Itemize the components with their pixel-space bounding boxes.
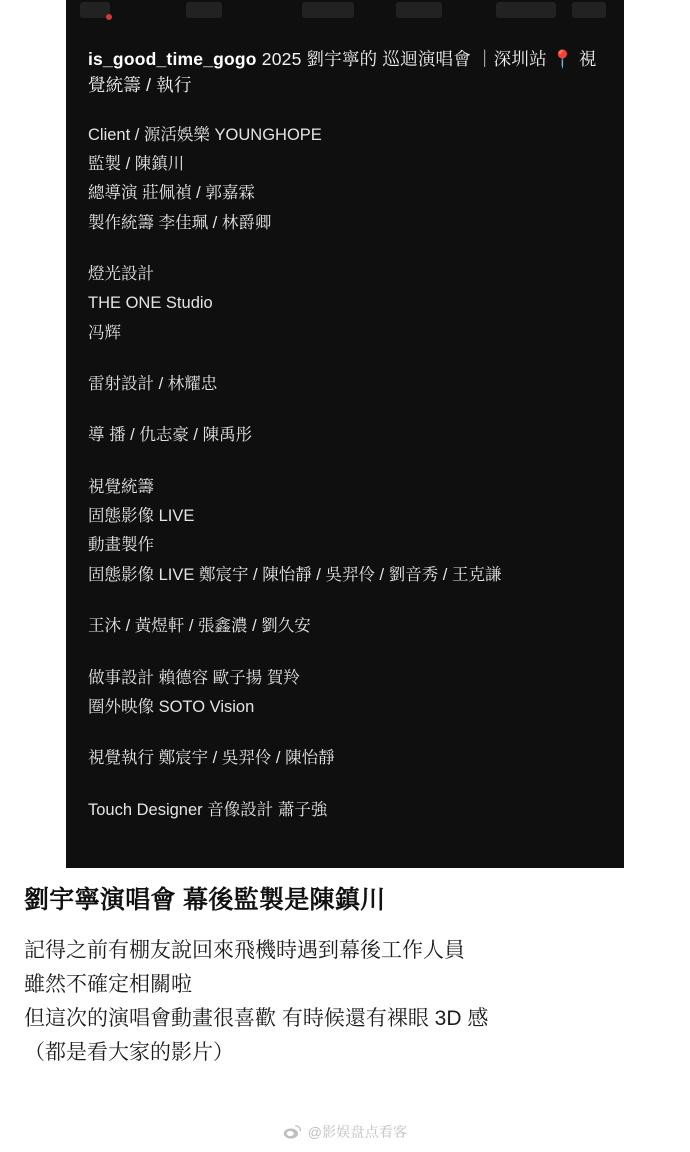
post-body-line: （都是看大家的影片） <box>24 1040 234 1064</box>
pin-icon: 📍 <box>551 49 574 69</box>
credit-block <box>88 664 602 723</box>
credit-line: 固態影像 LIVE 鄭宸宇 / 陳怡靜 / 吳羿伶 / 劉音秀 / 王克謙 <box>88 565 502 584</box>
credit-block <box>88 121 602 238</box>
credit-line: 監製 / 陳鎮川 <box>88 154 185 173</box>
credit-block <box>88 370 602 399</box>
credit-line: 動畫製作 <box>88 536 154 555</box>
screenshot-app-topbar <box>66 0 624 26</box>
post-text-area <box>24 884 668 1070</box>
credit-block <box>88 421 602 450</box>
credit-block <box>88 796 602 825</box>
credit-line: Touch Designer 音像設計 蕭子強 <box>88 800 328 819</box>
credit-line: 冯辉 <box>88 323 121 342</box>
credit-block <box>88 260 602 348</box>
credit-line: Client / 源活娛樂 YOUNGHOPE <box>88 125 322 144</box>
account-username[interactable]: is_good_time_gogo <box>88 49 257 69</box>
page-title: 劉宇寧演唱會 幕後監製是陳鎮川 <box>24 886 386 914</box>
watermark-text: @影娱盘点看客 <box>307 1124 408 1140</box>
post-header-title: 2025 劉宇寧的 巡迴演唱會 ｜深圳站 <box>256 49 552 69</box>
weibo-logo-icon <box>283 1124 302 1140</box>
post-body-line: 雖然不確定相關啦 <box>24 972 192 996</box>
credit-line: THE ONE Studio <box>88 294 213 313</box>
post-header-tail: 視覺統籌 / 執行 <box>88 49 597 96</box>
topbar-placeholder-5 <box>496 2 556 18</box>
credit-line: 導 播 / 仇志豪 / 陳禹彤 <box>88 426 253 445</box>
watermark <box>0 1122 690 1142</box>
credit-block <box>88 612 602 641</box>
credit-line: 視覺統籌 <box>88 477 154 496</box>
post-body-line: 記得之前有棚友說回來飛機時遇到幕後工作人員 <box>24 938 465 962</box>
topbar-placeholder-6 <box>572 2 606 18</box>
credit-line: 製作統籌 李佳珮 / 林爵卿 <box>88 213 272 232</box>
credit-block <box>88 744 602 773</box>
topbar-placeholder-2 <box>186 2 222 18</box>
credit-line: 雷射設計 / 林耀忠 <box>88 375 218 394</box>
credit-line: 總導演 莊佩禎 / 郭嘉霖 <box>88 184 255 203</box>
credit-line: 做事設計 賴德容 歐子揚 賀羚 <box>88 668 300 687</box>
credit-line: 王沐 / 黃煜軒 / 張鑫濃 / 劉久安 <box>88 617 311 636</box>
notification-dot-icon <box>106 14 112 20</box>
credit-line: 圈外映像 SOTO Vision <box>88 697 255 716</box>
credit-line: 視覺執行 鄭宸宇 / 吳羿伶 / 陳怡靜 <box>88 749 335 768</box>
credit-block <box>88 473 602 590</box>
post-header-line <box>88 46 602 99</box>
embedded-screenshot-card <box>66 0 624 868</box>
screenshot-body <box>66 26 624 835</box>
credit-line: 燈光設計 <box>88 264 154 283</box>
topbar-placeholder-4 <box>396 2 442 18</box>
topbar-placeholder-3 <box>302 2 354 18</box>
post-body-line: 但這次的演唱會動畫很喜歡 有時候還有裸眼 3D 感 <box>24 1006 489 1030</box>
credit-line: 固態影像 LIVE <box>88 507 195 526</box>
